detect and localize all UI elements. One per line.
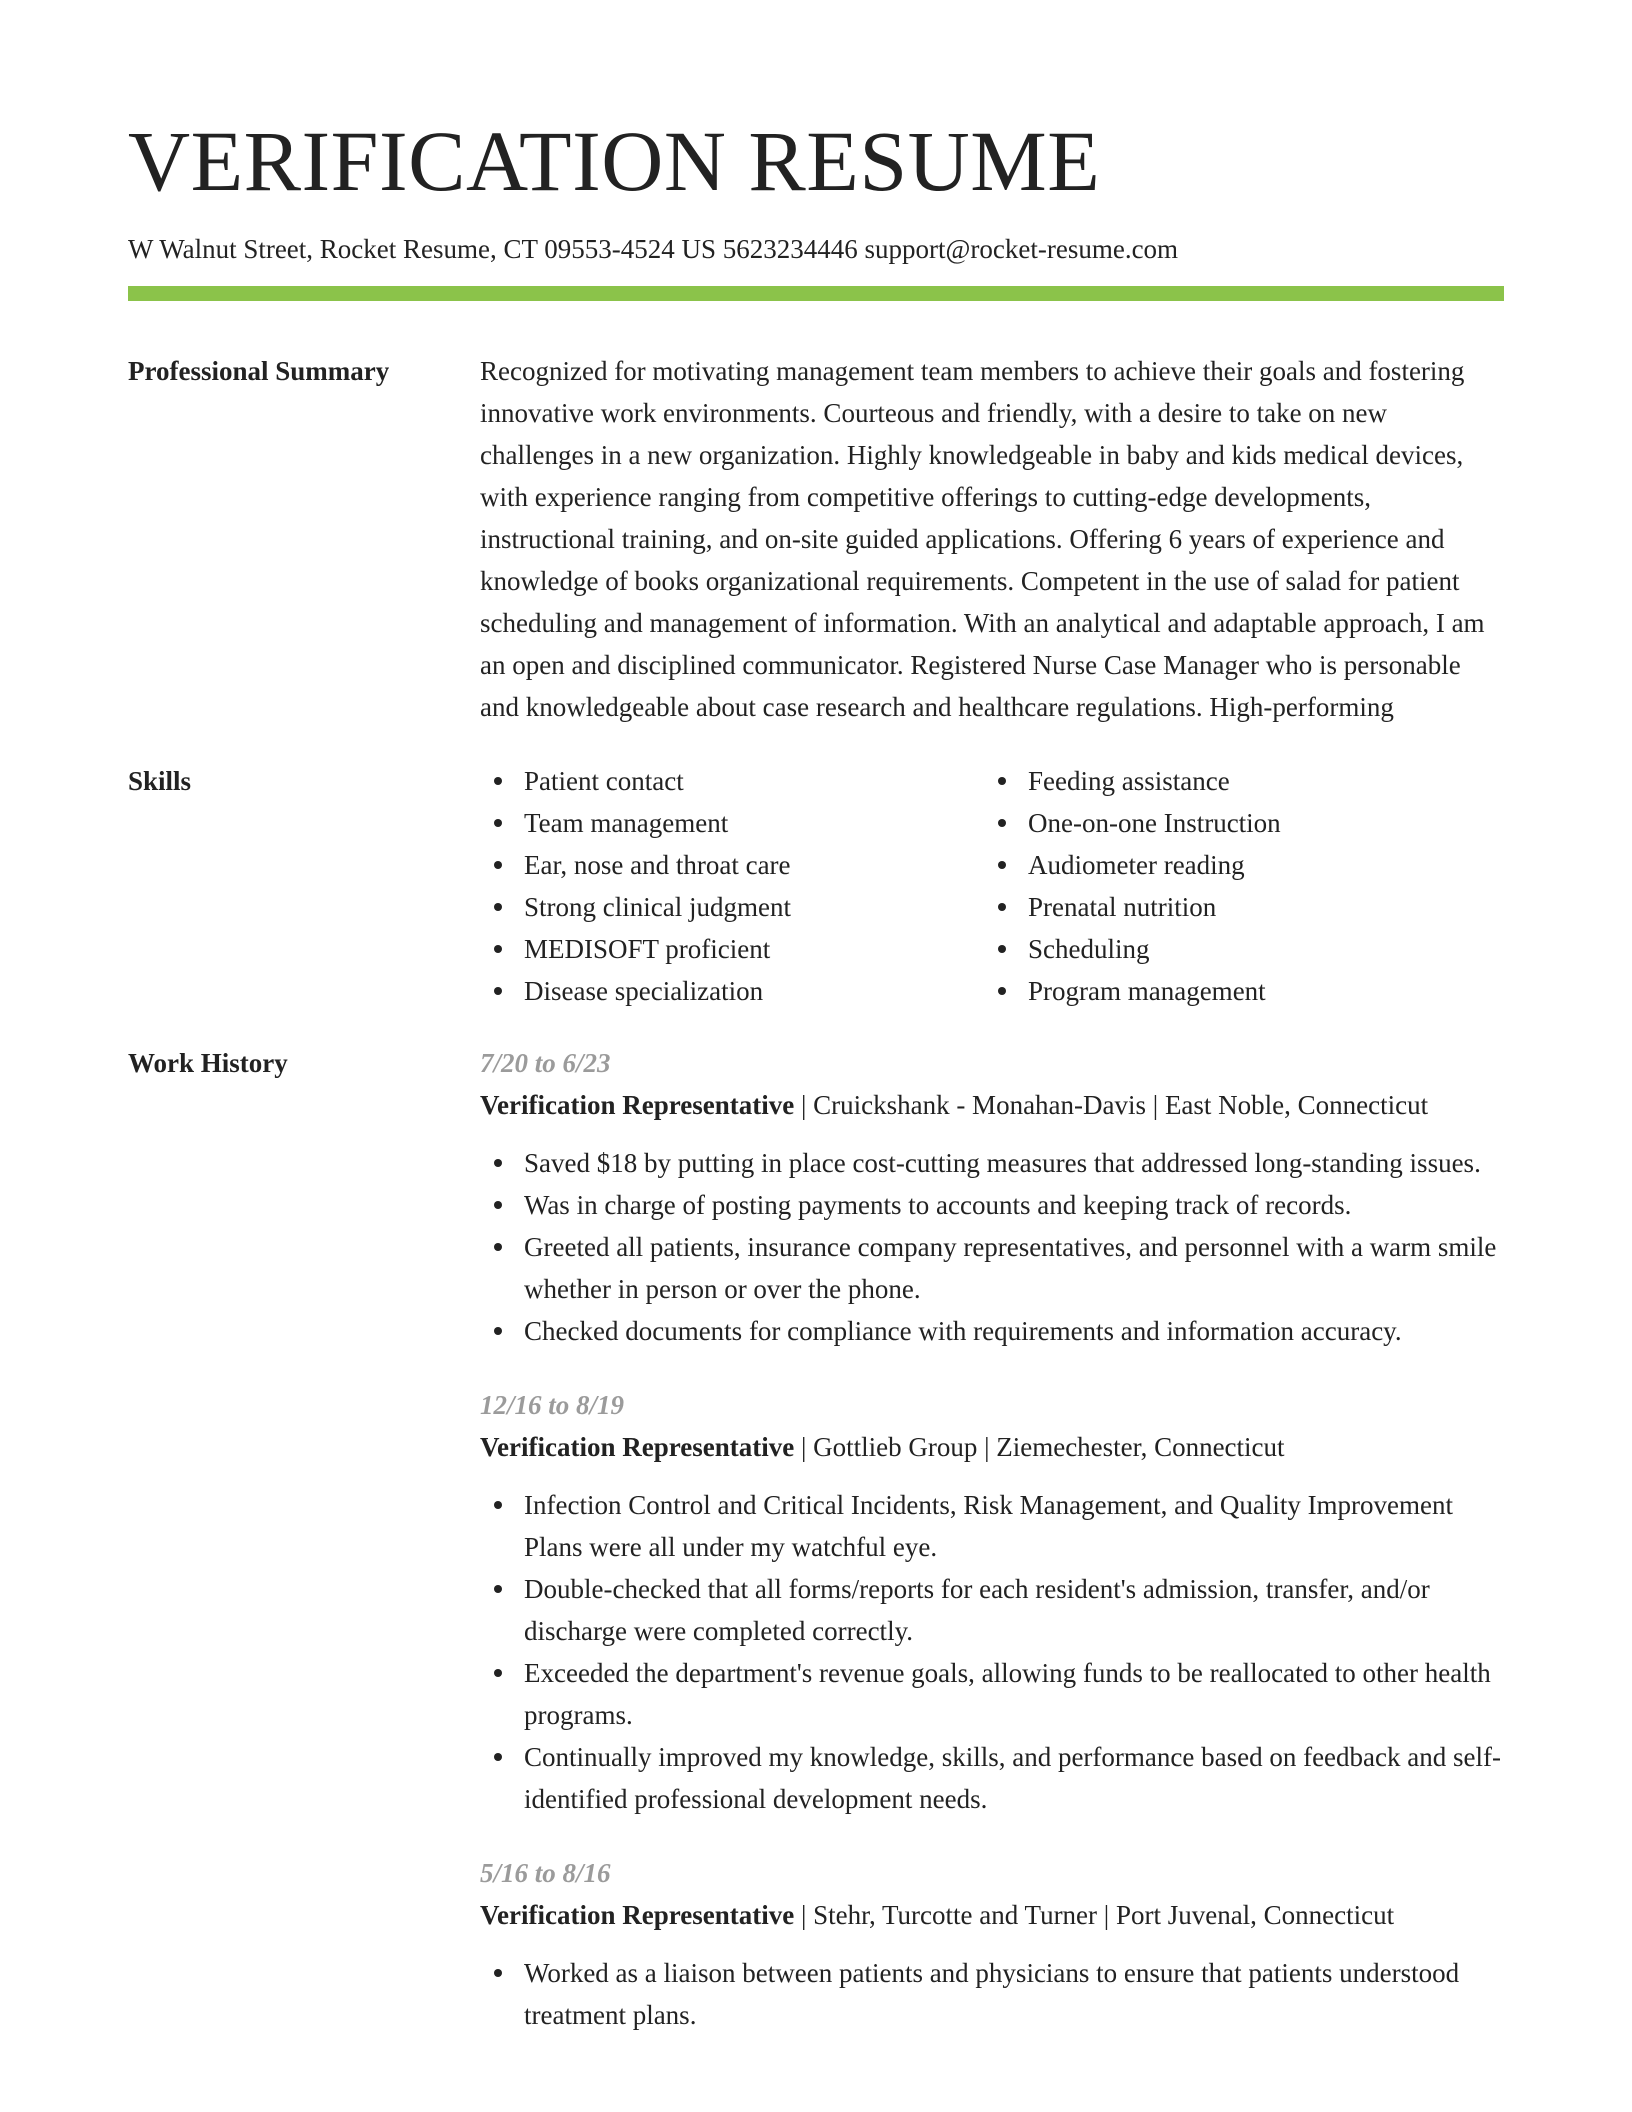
job-bullets (480, 1142, 1504, 1352)
skill-item: Disease specialization (480, 970, 984, 1012)
job-header (480, 1084, 1504, 1126)
job-bullet: Was in charge of posting payments to accounts and keeping track of records. (480, 1184, 1504, 1226)
job-header (480, 1894, 1504, 1936)
summary-heading: Professional Summary (128, 356, 390, 386)
skill-item: Team management (480, 802, 984, 844)
contact-email: support@rocket-resume.com (864, 234, 1179, 264)
skill-item: Prenatal nutrition (984, 886, 1488, 928)
job-bullet: Continually improved my knowledge, skills, and performance based on feedback and self-identified professional development needs. (480, 1736, 1504, 1820)
job-title: Verification Representative (480, 1432, 795, 1462)
work-history-body (480, 1042, 1504, 2036)
job-location: | Ziemechester, Connecticut (977, 1432, 1284, 1462)
summary-section (128, 350, 1504, 728)
skill-item: Ear, nose and throat care (480, 844, 984, 886)
skill-item: MEDISOFT proficient (480, 928, 984, 970)
skills-section (128, 760, 1504, 1012)
job-bullet: Infection Control and Critical Incidents, Risk Management, and Quality Improvement Plans were all under my watchful eye. (480, 1484, 1504, 1568)
job-bullet: Exceeded the department's revenue goals, allowing funds to be reallocated to other health programs. (480, 1652, 1504, 1736)
job-company: | Stehr, Turcotte and Turner (794, 1900, 1097, 1930)
work-history-heading: Work History (128, 1048, 288, 1078)
contact-address: W Walnut Street, Rocket Resume, CT 09553-4524 US (128, 234, 717, 264)
skill-item: Audiometer reading (984, 844, 1488, 886)
job-entry (480, 1042, 1504, 1352)
contact-line (128, 232, 1178, 266)
job-bullets (480, 1952, 1504, 2036)
job-dates: 7/20 to 6/23 (480, 1048, 611, 1078)
resume-sections (128, 350, 1504, 2068)
skill-item: Feeding assistance (984, 760, 1488, 802)
skill-item: Scheduling (984, 928, 1488, 970)
skill-item: One-on-one Instruction (984, 802, 1488, 844)
job-header (480, 1426, 1504, 1468)
job-entry (480, 1852, 1504, 2036)
resume-name: VERIFICATION RESUME (128, 113, 1101, 209)
job-company: | Gottlieb Group (794, 1432, 977, 1462)
job-bullet: Worked as a liaison between patients and physicians to ensure that patients understood treatment plans. (480, 1952, 1504, 2036)
accent-divider (128, 286, 1504, 301)
job-bullet: Checked documents for compliance with requirements and information accuracy. (480, 1310, 1504, 1352)
summary-text: Recognized for motivating management team members to achieve their goals and fostering innovative work environments. Courteous and friendly, with a desire to take on new challenges in a new organization. Highly knowledgeable in baby and kids medical devices, with experience ranging from competitive offerings to cutting-edge developments, instructional training, and on-site guided applications. Offering 6 years of experience and knowledge of books organizational requirements. Competent in the use of salad for patient scheduling and management of information. With an analytical and adaptable approach, I am an open and disciplined communicator. Registered Nurse Case Manager who is personable and knowledgeable about case research and healthcare regulations. High-performing (480, 356, 1485, 722)
contact-phone: 5623234446 (722, 234, 858, 264)
job-bullets (480, 1484, 1504, 1820)
skill-item: Program management (984, 970, 1488, 1012)
job-bullet: Double-checked that all forms/reports for each resident's admission, transfer, and/or discharge were completed correctly. (480, 1568, 1504, 1652)
skills-list-right (984, 760, 1488, 1012)
skill-item: Strong clinical judgment (480, 886, 984, 928)
summary-body (480, 350, 1504, 728)
skills-list-left (480, 760, 984, 1012)
job-title: Verification Representative (480, 1090, 795, 1120)
job-entry (480, 1384, 1504, 1820)
skills-grid (480, 760, 1504, 1012)
skill-item: Patient contact (480, 760, 984, 802)
job-company: | Cruickshank - Monahan-Davis (794, 1090, 1146, 1120)
job-dates: 5/16 to 8/16 (480, 1858, 611, 1888)
job-location: | Port Juvenal, Connecticut (1097, 1900, 1394, 1930)
skills-heading: Skills (128, 766, 192, 796)
skills-body (480, 760, 1504, 1012)
job-dates: 12/16 to 8/19 (480, 1390, 625, 1420)
job-title: Verification Representative (480, 1900, 795, 1930)
job-bullet: Saved $18 by putting in place cost-cutting measures that addressed long-standing issues. (480, 1142, 1504, 1184)
job-location: | East Noble, Connecticut (1146, 1090, 1428, 1120)
resume-page (128, 0, 1504, 2112)
work-history-section (128, 1042, 1504, 2036)
job-bullet: Greeted all patients, insurance company representatives, and personnel with a warm smile whether in person or over the phone. (480, 1226, 1504, 1310)
